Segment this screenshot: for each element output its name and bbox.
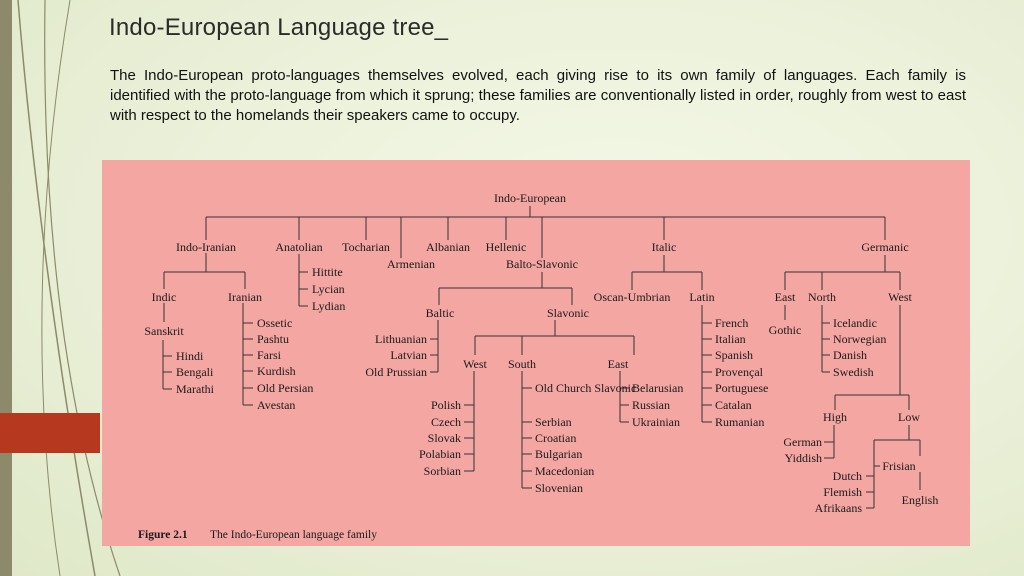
node-tocharian: Tocharian bbox=[342, 240, 390, 254]
node-hittite: Hittite bbox=[312, 265, 343, 279]
node-czech: Czech bbox=[431, 415, 461, 429]
node-slovenian: Slovenian bbox=[535, 481, 583, 495]
node-anatolian: Anatolian bbox=[275, 240, 323, 254]
node-balto-slavonic: Balto-Slavonic bbox=[506, 257, 578, 271]
node-portuguese: Portuguese bbox=[715, 381, 769, 395]
node-armenian: Armenian bbox=[387, 257, 435, 271]
node-old-persian: Old Persian bbox=[257, 381, 314, 395]
node-germanic-west: West bbox=[888, 290, 912, 304]
node-spanish: Spanish bbox=[715, 348, 754, 362]
node-danish: Danish bbox=[833, 348, 867, 362]
node-macedonian: Macedonian bbox=[535, 464, 595, 478]
node-germanic: Germanic bbox=[861, 240, 909, 254]
node-sorbian: Sorbian bbox=[423, 464, 461, 478]
node-italian: Italian bbox=[715, 332, 746, 346]
node-old-church-slavonic: Old Church Slavonic bbox=[535, 381, 637, 395]
node-latin: Latin bbox=[689, 290, 715, 304]
node-polish: Polish bbox=[430, 398, 461, 412]
node-rumanian: Rumanian bbox=[715, 415, 765, 429]
figure-caption-label: Figure 2.1 bbox=[138, 529, 188, 541]
node-slovak: Slovak bbox=[427, 431, 461, 445]
node-latvian: Latvian bbox=[390, 348, 427, 362]
node-lycian: Lycian bbox=[312, 282, 345, 296]
node-oscan-umbrian: Oscan-Umbrian bbox=[593, 290, 671, 304]
node-catalan: Catalan bbox=[715, 398, 752, 412]
node-indo-european: Indo-European bbox=[494, 191, 566, 205]
node-old-prussian: Old Prussian bbox=[365, 365, 427, 379]
language-tree-figure bbox=[102, 160, 970, 546]
node-croatian: Croatian bbox=[535, 431, 577, 445]
node-slavonic: Slavonic bbox=[547, 306, 589, 320]
node-icelandic: Icelandic bbox=[833, 316, 877, 330]
node-italic: Italic bbox=[651, 240, 677, 254]
node-avestan: Avestan bbox=[257, 398, 296, 412]
node-kurdish: Kurdish bbox=[257, 364, 296, 378]
node-germanic-north: North bbox=[808, 290, 836, 304]
node-english: English bbox=[901, 493, 939, 507]
node-gothic: Gothic bbox=[768, 323, 802, 337]
node-polabian: Polabian bbox=[419, 447, 461, 461]
node-albanian: Albanian bbox=[426, 240, 470, 254]
node-hellenic: Hellenic bbox=[485, 240, 527, 254]
node-dutch: Dutch bbox=[832, 469, 862, 483]
node-bulgarian: Bulgarian bbox=[535, 447, 583, 461]
intro-paragraph: The Indo-European proto-languages themselves evolved, each giving rise to its own family of languages. Each family is identified with the proto-language from which it sprung; these families are conventionally listed in order, roughly from west to east with respect to the homelands their speakers came to occupy. bbox=[110, 67, 966, 124]
node-sanskrit: Sanskrit bbox=[144, 324, 184, 338]
node-indo-iranian: Indo-Iranian bbox=[176, 240, 236, 254]
node-flemish: Flemish bbox=[823, 485, 862, 499]
node-hindi: Hindi bbox=[176, 349, 204, 363]
node-farsi: Farsi bbox=[257, 348, 281, 362]
slide-title: Indo-European Language tree_ bbox=[109, 14, 449, 41]
node-iranian: Iranian bbox=[228, 290, 262, 304]
node-swedish: Swedish bbox=[833, 365, 874, 379]
node-frisian: Frisian bbox=[882, 459, 916, 473]
figure-caption-text: The Indo-European language family bbox=[210, 529, 378, 541]
node-high: High bbox=[823, 410, 847, 424]
node-bengali: Bengali bbox=[176, 365, 214, 379]
node-pashtu: Pashtu bbox=[257, 332, 290, 346]
node-ukrainian: Ukrainian bbox=[632, 415, 680, 429]
node-yiddish: Yiddish bbox=[784, 451, 822, 465]
node-french: French bbox=[715, 316, 749, 330]
node-provencal: Provençal bbox=[715, 365, 763, 379]
node-slavonic-east: East bbox=[607, 357, 629, 371]
node-slavonic-south: South bbox=[507, 357, 537, 371]
node-germanic-east: East bbox=[774, 290, 796, 304]
tree-labels bbox=[138, 191, 938, 541]
node-low: Low bbox=[898, 410, 920, 424]
node-indic: Indic bbox=[151, 290, 177, 304]
node-russian: Russian bbox=[632, 398, 671, 412]
node-serbian: Serbian bbox=[535, 415, 572, 429]
node-belarusian: Belarusian bbox=[632, 381, 684, 395]
node-lydian: Lydian bbox=[312, 299, 346, 313]
node-marathi: Marathi bbox=[176, 382, 214, 396]
node-baltic: Baltic bbox=[425, 306, 455, 320]
node-norwegian: Norwegian bbox=[833, 332, 887, 346]
node-afrikaans: Afrikaans bbox=[814, 501, 862, 515]
node-lithuanian: Lithuanian bbox=[375, 332, 427, 346]
node-ossetic: Ossetic bbox=[257, 316, 293, 330]
accent-block bbox=[0, 413, 100, 453]
node-german: German bbox=[783, 435, 822, 449]
node-slavonic-west: West bbox=[463, 357, 487, 371]
language-tree-diagram bbox=[102, 160, 970, 546]
